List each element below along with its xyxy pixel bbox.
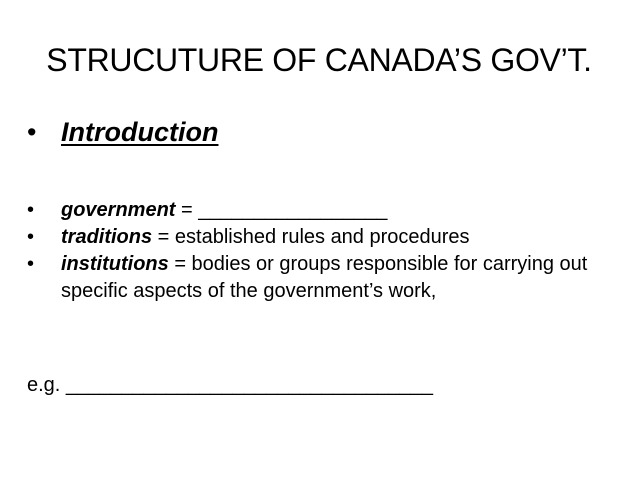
intro-heading <box>27 114 218 150</box>
definition-traditions: = established rules and procedures <box>152 226 470 248</box>
list-item-institutions <box>27 251 617 305</box>
term-institutions: institutions <box>61 253 169 275</box>
list-item-traditions <box>27 224 617 251</box>
slide-title: STRUCUTURE OF CANADA’S GOV’T. <box>46 42 592 78</box>
definition-list <box>27 197 617 305</box>
list-item-text <box>61 224 617 251</box>
intro-label: Introduction <box>61 117 219 147</box>
term-traditions: traditions <box>61 226 153 248</box>
term-government: government <box>61 199 176 221</box>
example-line: e.g. _________________________________ <box>27 374 433 396</box>
bullet-icon: • <box>27 199 35 221</box>
bullet-icon: • <box>27 253 35 275</box>
list-item-text <box>61 197 617 224</box>
definition-institutions: = bodies or groups responsible for carrying out specific aspects of the government’s work, <box>61 253 588 302</box>
bullet-icon: • <box>27 226 35 248</box>
list-item-text <box>61 251 617 305</box>
list-item-government <box>27 197 617 224</box>
bullet-icon: • <box>27 117 37 147</box>
definition-government: = _________________ <box>175 199 388 221</box>
